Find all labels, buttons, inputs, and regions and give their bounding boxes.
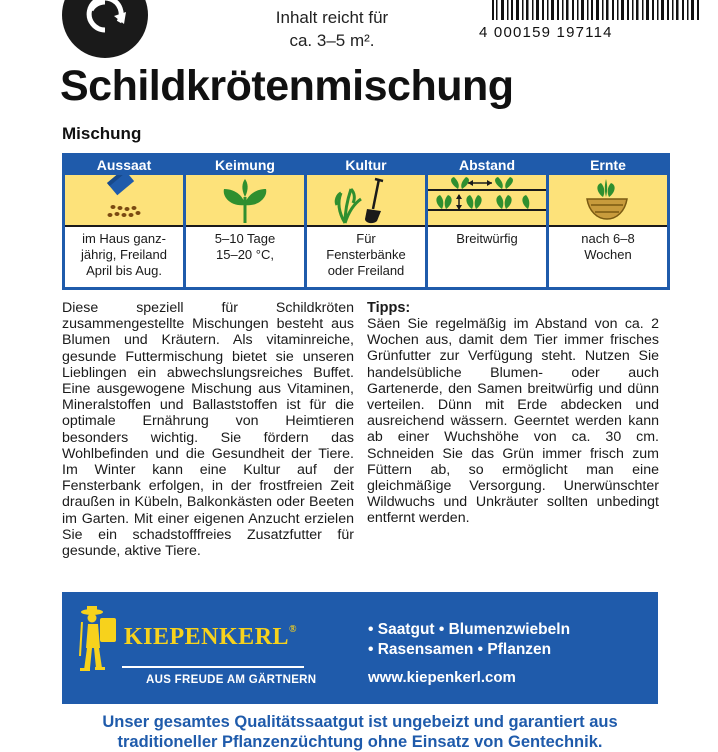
info-box-text: 5–10 Tage 15–20 °C, (214, 231, 276, 262)
product-description: Diese speziell für Schildkröten zusammengestellte Mischungen besteht aus Blumen und Kräutern. Als vitaminreiche, gesunde Futtermischung bietet sie unseren Lieblingen ein abwechslungsreiches Buffet. Eine ausgewogene Mischung aus Vitaminen, Mineralstoffen und Ballaststoffen ist für die optimale Ernährung von Heimtieren besonders wichtig. Sie fördern das Wohlbefinden und die Gesundheit der Tiere. Im Winter kann eine Kultur auf der Fensterbank erfolgen, in der frostfreien Zeit draußen in Kübeln, Balkonkästen oder Beeten im Garten. Mit einer eigenen Anzucht erzielen Sie ein schadstofffreies Zusatzfutter für gesunde, aktive Tiere. (62, 300, 354, 560)
yield-line-1: Inhalt reicht für (275, 8, 389, 27)
info-box-aussaat (62, 153, 186, 290)
info-box-heading: Keimung (186, 156, 304, 175)
brand-products (368, 620, 570, 660)
spacing-icon (428, 175, 546, 225)
info-box-keimung (183, 153, 307, 290)
brand-products-line-2: • Rasensamen • Pflanzen (368, 641, 552, 658)
info-box-text: nach 6–8 Wochen (581, 231, 635, 262)
info-box-heading: Aussaat (65, 156, 183, 175)
brand-website-link[interactable]: www.kiepenkerl.com (368, 669, 516, 686)
product-subtitle: Mischung (62, 124, 142, 143)
info-box-abstand (425, 153, 549, 290)
quality-statement-line-1: Unser gesamtes Qualitätssaatgut ist ungebeizt und garantiert aus (102, 713, 618, 731)
harvest-basket-icon (549, 175, 667, 225)
info-box-ernte (546, 153, 670, 290)
quality-statement (62, 712, 658, 752)
tips-text: Säen Sie regelmäßig im Abstand von ca. 2 Wochen aus, damit dem Tier immer frisches Grünfutter zur Verfügung steht. Nutzen Sie handelsübliche Blumen- oder auch Gartenerde, den Samen breitwürfig und dünn verteilen. Dünn mit Erde abdecken und ausreichend wässern. Geerntet werden kann ab einer Wuchshöhe von ca. 30 cm. Schneiden Sie das Grün immer frisch zum Füttern ab, so ermöglicht man eine gleichmäßige Versorgung. Unerwünschter Wildwuchs und Unkräuter sollten unbedingt entfernt werden. (367, 316, 659, 527)
shovel-plant-icon (307, 175, 425, 225)
brand-products-line-1: • Saatgut • Blumenzwiebeln (368, 621, 571, 638)
info-box-heading: Kultur (307, 156, 425, 175)
quality-statement-line-2: traditioneller Pflanzenzüchtung ohne Einsatz von Gentechnik. (117, 733, 603, 751)
yield-info (222, 6, 442, 52)
info-box-heading: Ernte (549, 156, 667, 175)
seedling-icon (186, 175, 304, 225)
brand-panel (62, 592, 658, 704)
barcode-number: 4 000159 197114 (479, 24, 613, 41)
info-box-heading: Abstand (428, 156, 546, 175)
brand-tagline: AUS FREUDE AM GÄRTNERN (146, 674, 317, 686)
info-box-kultur (304, 153, 428, 290)
info-box-text: im Haus ganz- jährig, Freiland April bis Aug. (81, 231, 167, 278)
kiepenkerl-figure-icon (78, 604, 128, 676)
info-box-text: Für Fensterbänke oder Freiland (326, 231, 406, 278)
brand-name: KIEPENKERL® (124, 624, 298, 650)
recycling-logo-icon (62, 0, 148, 58)
seed-packet-icon (65, 175, 183, 225)
tips-heading: Tipps: (367, 300, 411, 316)
yield-line-2: ca. 3–5 m². (289, 31, 375, 50)
registered-mark: ® (289, 624, 298, 635)
product-title: Schildkrötenmischung (60, 62, 514, 110)
info-box-text: Breitwürfig (456, 231, 518, 246)
